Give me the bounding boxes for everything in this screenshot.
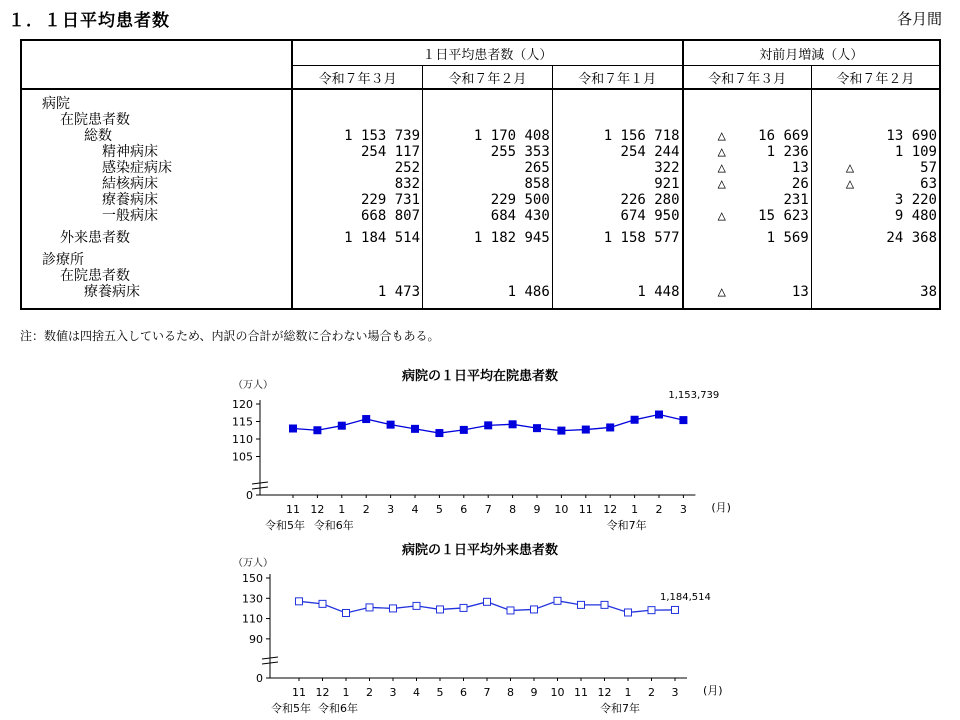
table-cell [423, 89, 553, 112]
cell-value: 3 220 [894, 192, 937, 208]
x-tick-label: 4 [411, 503, 419, 516]
y-tick-label: 110 [242, 612, 263, 626]
decrease-mark: △ [717, 128, 726, 144]
table-cell [683, 284, 812, 309]
x-tick-label: 1 [624, 686, 632, 699]
data-point [343, 609, 350, 616]
table-cell [292, 160, 422, 176]
table-body [21, 89, 940, 309]
data-point [601, 601, 608, 608]
cell-value: 322 [654, 160, 680, 176]
table-cell [811, 246, 940, 268]
x-tick-label: 7 [483, 686, 491, 699]
data-point [387, 421, 394, 428]
data-point [290, 425, 297, 432]
y-tick-label: 150 [242, 572, 263, 585]
table-cell [683, 112, 812, 128]
table-cell [552, 284, 682, 309]
cell-value: 38 [920, 284, 937, 300]
cell-value: 63 [920, 176, 937, 192]
value-annotation: 1,153,739 [668, 390, 720, 402]
cell-value: 921 [654, 176, 680, 192]
x-axis-unit: (月) [703, 684, 723, 697]
x-tick-label: 10 [554, 503, 569, 516]
cell-value: 684 430 [490, 208, 550, 224]
cell-value: 1 236 [766, 144, 809, 160]
data-point [485, 422, 492, 429]
table-cell [552, 176, 682, 192]
table-cell [811, 268, 940, 284]
table-corner [21, 40, 292, 89]
data-point [484, 598, 491, 605]
table-cell [552, 268, 682, 284]
data-point [582, 426, 589, 433]
decrease-mark: △ [717, 144, 726, 160]
y-unit-label: （万人） [233, 380, 273, 391]
table-cell [292, 192, 422, 208]
era-label: 令和7年 [600, 702, 640, 715]
table-cell [811, 128, 940, 144]
cell-value: 1 170 408 [473, 128, 550, 144]
chart-title: 病院の１日平均外来患者数 [401, 543, 559, 558]
decrease-mark: △ [717, 284, 726, 300]
table-cell [552, 160, 682, 176]
table-cell [552, 208, 682, 224]
table-cell [552, 128, 682, 144]
data-point [413, 602, 420, 609]
x-tick-label: 9 [530, 686, 538, 699]
y-tick-label: 0 [246, 489, 253, 502]
x-tick-label: 1 [338, 503, 346, 516]
section-title: １．１日平均患者数 [8, 11, 170, 31]
table-cell [683, 89, 812, 112]
table-cell [811, 160, 940, 176]
data-point [436, 430, 443, 437]
x-tick-label: 2 [648, 686, 655, 699]
row-label: 外来患者数 [21, 224, 292, 246]
table-cell [292, 284, 422, 309]
x-tick-label: 4 [413, 686, 420, 699]
x-tick-label: 2 [655, 503, 663, 516]
plot-area [232, 390, 731, 532]
data-point [558, 427, 565, 434]
table-cell [552, 144, 682, 160]
patient-count-table [20, 39, 941, 310]
table-cell [423, 176, 553, 192]
cell-value: 832 [394, 176, 421, 192]
chart-title: 病院の１日平均在院患者数 [401, 369, 559, 384]
cell-value: 231 [783, 192, 809, 208]
table-cell [683, 208, 812, 224]
cell-value: 1 486 [507, 284, 550, 300]
table-cell [811, 192, 940, 208]
table-row [21, 208, 940, 224]
row-label: 療養病床 [21, 284, 292, 309]
cell-value: 16 669 [758, 128, 809, 144]
y-tick-label: 90 [249, 632, 263, 646]
data-point [672, 606, 679, 613]
period-note: 各月間 [896, 10, 942, 28]
era-label: 令和5年 [265, 519, 305, 532]
table-row [21, 192, 940, 208]
cell-value: 1 156 718 [603, 128, 680, 144]
table-cell [292, 246, 422, 268]
row-label: 病院 [21, 89, 292, 112]
x-tick-label: 1 [631, 503, 639, 516]
table-cell [811, 224, 940, 246]
decrease-mark: △ [717, 176, 726, 192]
table-cell [811, 176, 940, 192]
table-cell [423, 128, 553, 144]
table-cell [683, 144, 812, 160]
table-cell [423, 112, 553, 128]
table-row [21, 89, 940, 112]
table-cell [683, 160, 812, 176]
row-label: 総数 [21, 128, 292, 144]
table-cell [292, 176, 422, 192]
value-annotation: 1,184,514 [660, 591, 711, 603]
table-cell [811, 89, 940, 112]
cell-value: 265 [524, 160, 550, 176]
table-cell [292, 224, 422, 246]
table-cell [811, 112, 940, 128]
data-point [338, 422, 345, 429]
table-cell [292, 144, 422, 160]
data-point [554, 597, 561, 604]
cell-value: 674 950 [620, 208, 680, 224]
data-point [656, 411, 663, 418]
table-cell [292, 268, 422, 284]
cell-value: 1 109 [894, 144, 937, 160]
group-header-daily: １日平均患者数（人） [292, 40, 682, 66]
x-tick-label: 11 [574, 686, 588, 699]
cell-value: 226 280 [620, 192, 680, 208]
table-cell [683, 176, 812, 192]
cell-value: 13 690 [886, 128, 937, 144]
y-tick-label: 130 [242, 592, 263, 606]
data-point [363, 416, 370, 423]
table-cell [423, 224, 553, 246]
cell-value: 1 182 945 [473, 230, 550, 246]
x-tick-label: 9 [533, 503, 541, 516]
y-tick-label: 120 [232, 398, 253, 411]
table-cell [423, 284, 553, 309]
table-row [21, 112, 940, 128]
data-point [648, 607, 655, 614]
y-tick-label: 110 [232, 433, 253, 446]
y-unit-label: （万人） [233, 558, 273, 569]
row-label: 在院患者数 [21, 268, 292, 284]
data-point [319, 600, 326, 607]
cell-value: 229 500 [490, 192, 550, 208]
cell-value: 858 [524, 176, 550, 192]
table-cell [423, 208, 553, 224]
cell-value: 229 731 [361, 192, 421, 208]
table-row [21, 224, 940, 246]
x-tick-label: 3 [679, 503, 687, 516]
x-tick-label: 12 [603, 503, 618, 516]
row-label: 感染症病床 [21, 160, 292, 176]
x-tick-label: 2 [362, 503, 370, 516]
data-point [390, 605, 397, 612]
data-point [460, 604, 467, 611]
cell-value: 252 [394, 160, 421, 176]
cell-value: 255 353 [490, 144, 550, 160]
table-cell [811, 208, 940, 224]
x-tick-label: 12 [310, 503, 325, 516]
row-label: 一般病床 [21, 208, 292, 224]
x-tick-label: 11 [286, 503, 300, 516]
data-point [631, 416, 638, 423]
row-label: 療養病床 [21, 192, 292, 208]
cell-value: 24 368 [886, 230, 937, 246]
plot-area [242, 572, 723, 715]
row-label: 精神病床 [21, 144, 292, 160]
table-cell [552, 224, 682, 246]
outpatient-chart [225, 538, 745, 718]
data-point [680, 417, 687, 424]
cell-value: 668 807 [361, 208, 421, 224]
x-tick-label: 10 [550, 686, 565, 699]
data-point [437, 606, 444, 613]
table-cell [683, 268, 812, 284]
row-label: 診療所 [21, 246, 292, 268]
x-tick-label: 5 [435, 503, 443, 516]
table-cell [552, 112, 682, 128]
table-row [21, 246, 940, 268]
x-tick-label: 12 [315, 686, 330, 699]
x-tick-label: 6 [460, 503, 468, 516]
x-tick-label: 8 [509, 503, 517, 516]
table-cell [423, 144, 553, 160]
era-label: 令和7年 [606, 519, 647, 532]
table-row [21, 160, 940, 176]
x-tick-label: 2 [366, 686, 373, 699]
table-row [21, 128, 940, 144]
table-cell [292, 89, 422, 112]
table-cell [552, 89, 682, 112]
row-label: 在院患者数 [21, 112, 292, 128]
x-tick-label: 11 [292, 686, 306, 699]
cell-value: 9 480 [894, 208, 937, 224]
row-label: 結核病床 [21, 176, 292, 192]
cell-value: 1 158 577 [603, 230, 680, 246]
table-cell [811, 284, 940, 309]
table-cell [423, 268, 553, 284]
x-tick-label: 8 [507, 686, 514, 699]
x-tick-label: 3 [671, 686, 679, 699]
cell-value: 13 [791, 284, 809, 300]
table-cell [683, 192, 812, 208]
table-cell [683, 128, 812, 144]
table-row [21, 144, 940, 160]
cell-value: 26 [791, 176, 809, 192]
x-axis-unit: (月) [711, 501, 731, 514]
table-cell [423, 192, 553, 208]
table-cell [683, 224, 812, 246]
col-header: 令和７年２月 [811, 66, 940, 90]
cell-value: 1 569 [766, 230, 809, 246]
decrease-mark: △ [717, 208, 726, 224]
decrease-mark: △ [845, 160, 855, 176]
data-point [314, 427, 321, 434]
data-point [460, 426, 467, 433]
cell-value: 1 473 [377, 284, 421, 300]
y-tick-label: 0 [256, 672, 263, 685]
cell-value: 254 117 [361, 144, 421, 160]
data-point [578, 601, 585, 608]
data-point [625, 609, 632, 616]
x-tick-label: 1 [342, 686, 350, 699]
table-row [21, 176, 940, 192]
table-cell [811, 144, 940, 160]
era-label: 令和6年 [313, 519, 354, 532]
table-cell [552, 246, 682, 268]
data-point [366, 604, 373, 611]
x-tick-label: 3 [387, 503, 395, 516]
decrease-mark: △ [845, 176, 855, 192]
footnote: 注：数値は四捨五入しているため、内訳の合計が総数に合わない場合もある。 [20, 329, 440, 343]
data-point [509, 421, 516, 428]
x-tick-label: 3 [389, 686, 397, 699]
decrease-mark: △ [717, 160, 726, 176]
cell-value: 13 [791, 160, 809, 176]
cell-value: 1 448 [637, 284, 680, 300]
x-tick-label: 12 [597, 686, 612, 699]
table-cell [292, 208, 422, 224]
col-header: 令和７年２月 [423, 66, 553, 90]
cell-value: 57 [920, 160, 937, 176]
cell-value: 1 184 514 [344, 230, 421, 246]
table-row [21, 268, 940, 284]
col-header: 令和７年３月 [292, 66, 422, 90]
data-point [507, 607, 514, 614]
era-label: 令和6年 [318, 702, 358, 715]
cell-value: 1 153 739 [344, 128, 421, 144]
era-label: 令和5年 [271, 702, 311, 715]
x-tick-label: 5 [436, 686, 444, 699]
x-tick-label: 6 [460, 686, 467, 699]
data-point [296, 598, 303, 605]
y-tick-label: 105 [232, 450, 253, 464]
data-point [412, 425, 419, 432]
col-header: 令和７年１月 [552, 66, 682, 90]
table-cell [552, 192, 682, 208]
table-cell [292, 112, 422, 128]
col-header: 令和７年３月 [683, 66, 812, 90]
cell-value: 15 623 [758, 208, 809, 224]
group-header-change: 対前月増減（人） [683, 40, 940, 66]
table-cell [292, 128, 422, 144]
data-point [607, 424, 614, 431]
y-tick-label: 115 [232, 415, 253, 429]
x-tick-label: 11 [578, 503, 593, 516]
data-point [534, 425, 541, 432]
data-point [531, 606, 538, 613]
table-cell [423, 246, 553, 268]
table-row [21, 284, 940, 309]
cell-value: 254 244 [620, 144, 680, 160]
x-tick-label: 7 [484, 503, 492, 516]
inpatient-chart [225, 362, 745, 540]
table-cell [683, 246, 812, 268]
table-cell [423, 160, 553, 176]
